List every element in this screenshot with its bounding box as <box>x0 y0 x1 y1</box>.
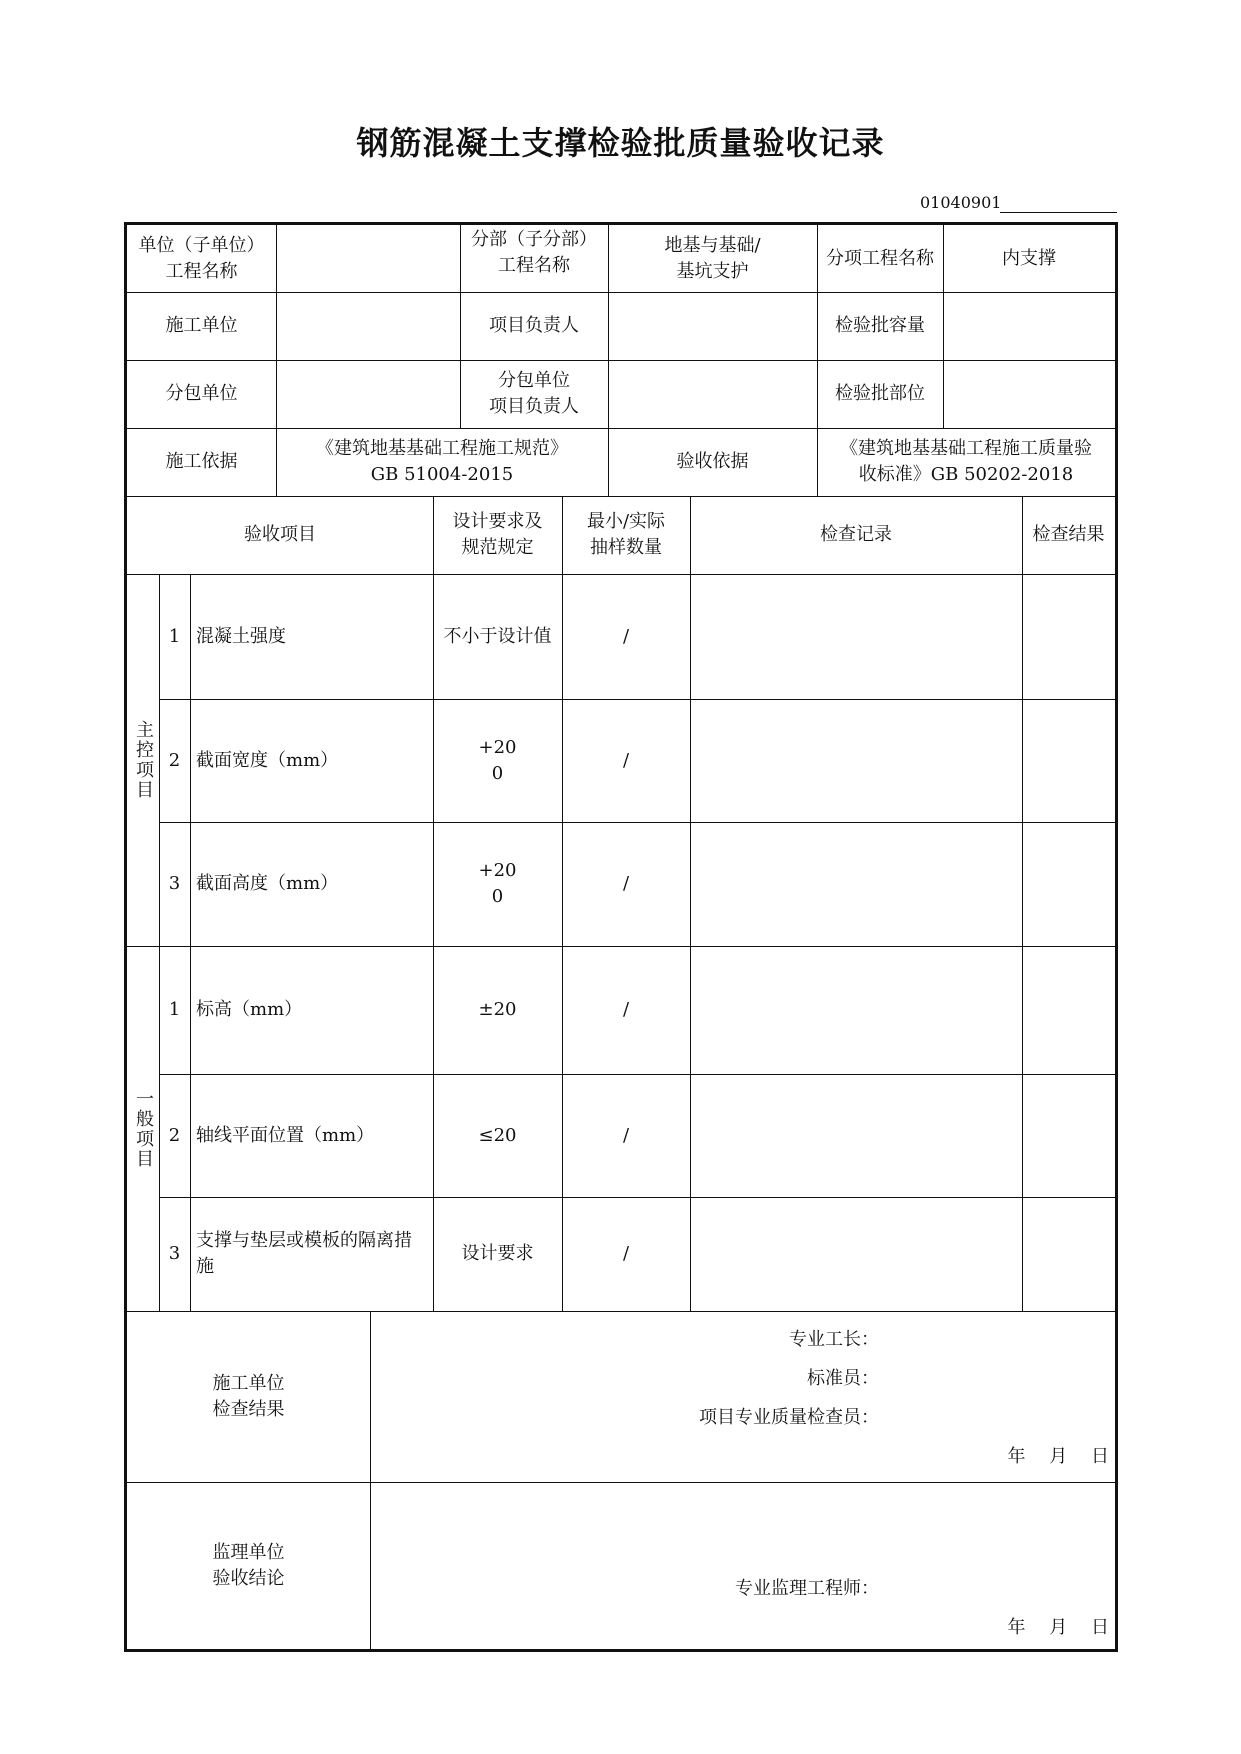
subcontractor-label: 分包单位 <box>165 383 238 404</box>
construction-basis-label: 施工依据 <box>165 451 238 472</box>
form-code-underline <box>1000 212 1117 213</box>
item-sample: / <box>622 873 630 894</box>
col-acceptance-item: 验收项目 <box>244 524 316 545</box>
subcontractor-manager-value[interactable] <box>608 360 817 428</box>
supervisor-date: 年 月 日 <box>1007 1617 1109 1638</box>
subcontractor-manager-label: 分包单位 项目负责人 <box>489 370 579 417</box>
col-inspection-result: 检查结果 <box>1032 524 1105 545</box>
item-sample: / <box>622 1243 630 1264</box>
construction-basis-value: 《建筑地基基础工程施工规范》 GB 51004-2015 <box>316 438 568 485</box>
item-requirement: +20 0 <box>478 736 517 784</box>
col-sample-quantity: 最小/实际 抽样数量 <box>586 511 666 558</box>
foreman-signature-label: 专业工长： <box>789 1329 879 1350</box>
unit-project-name-label: 单位（子单位） 工程名称 <box>138 234 265 282</box>
general-group-label: 一般项目 <box>133 1088 154 1169</box>
sub-project-name-value[interactable]: 地基与基础/ 基坑支护 <box>664 234 761 282</box>
supervisor-conclusion-label: 监理单位 验收结论 <box>212 1541 285 1589</box>
standard-officer-signature-label: 标准员： <box>807 1368 879 1389</box>
item-result[interactable] <box>1022 574 1115 699</box>
item-requirement: ±20 <box>478 999 517 1020</box>
contractor-label: 施工单位 <box>165 315 238 336</box>
item-requirement: +20 0 <box>478 860 517 907</box>
inspection-record-form <box>124 222 1118 1652</box>
item-sample: / <box>622 625 630 647</box>
item-result[interactable] <box>1022 699 1115 822</box>
item-name: 标高（mm） <box>196 999 303 1020</box>
item-sample: / <box>622 1124 630 1146</box>
item-record[interactable] <box>690 574 1022 699</box>
item-project-name-label: 分项工程名称 <box>826 247 934 269</box>
item-sample: / <box>622 999 630 1020</box>
row-number: 2 <box>168 749 181 771</box>
item-name: 混凝土强度 <box>196 625 286 647</box>
page-title: 钢筋混凝土支撑检验批质量验收记录 <box>356 124 885 162</box>
item-name: 截面宽度（mm） <box>196 749 339 771</box>
quality-inspector-signature-label: 项目专业质量检查员： <box>699 1407 879 1428</box>
item-requirement: 设计要求 <box>461 1243 534 1264</box>
item-requirement: ≤20 <box>478 1124 517 1146</box>
project-manager-label: 项目负责人 <box>489 315 579 336</box>
row-number: 3 <box>168 1243 181 1264</box>
item-result[interactable] <box>1022 1197 1115 1311</box>
row-number: 2 <box>168 1124 181 1146</box>
item-name: 支撑与垫层或模板的隔离措施 <box>196 1230 412 1277</box>
item-result[interactable] <box>1022 946 1115 1074</box>
acceptance-basis-value: 《建筑地基基础工程施工质量验 收标准》GB 50202-2018 <box>840 438 1092 485</box>
item-record[interactable] <box>690 822 1022 946</box>
item-record[interactable] <box>690 946 1022 1074</box>
item-result[interactable] <box>1022 1074 1115 1197</box>
batch-location-label: 检验批部位 <box>835 383 925 404</box>
item-name: 截面高度（mm） <box>196 873 339 894</box>
item-sample: / <box>622 749 630 771</box>
row-number: 3 <box>168 873 181 894</box>
acceptance-basis-label: 验收依据 <box>676 451 749 472</box>
item-result[interactable] <box>1022 822 1115 946</box>
col-design-requirement: 设计要求及 规范规定 <box>452 511 543 558</box>
contractor-date: 年 月 日 <box>1007 1446 1109 1467</box>
form-code: 01040901 <box>920 193 1002 212</box>
row-number: 1 <box>168 999 181 1020</box>
sub-project-name-label: 分部（子分部） 工程名称 <box>471 229 597 276</box>
row-number: 1 <box>168 625 181 647</box>
contractor-check-label: 施工单位 检查结果 <box>212 1372 285 1420</box>
batch-capacity-label: 检验批容量 <box>835 315 925 336</box>
supervising-engineer-signature-label: 专业监理工程师： <box>735 1578 879 1599</box>
item-record[interactable] <box>690 1074 1022 1197</box>
subcontractor-value[interactable] <box>276 360 460 428</box>
item-name: 轴线平面位置（mm） <box>196 1124 375 1146</box>
col-inspection-record: 检查记录 <box>820 524 892 545</box>
item-record[interactable] <box>690 1197 1022 1311</box>
batch-location-value[interactable] <box>943 360 1115 428</box>
batch-capacity-value[interactable] <box>943 292 1115 360</box>
project-manager-value[interactable] <box>608 292 817 360</box>
item-record[interactable] <box>690 699 1022 822</box>
contractor-value[interactable] <box>276 292 460 360</box>
item-requirement: 不小于设计值 <box>443 625 552 647</box>
item-project-name-value[interactable]: 内支撑 <box>1002 247 1056 269</box>
unit-project-name-value[interactable] <box>276 225 460 292</box>
main-control-group-label: 主控项目 <box>133 720 154 800</box>
